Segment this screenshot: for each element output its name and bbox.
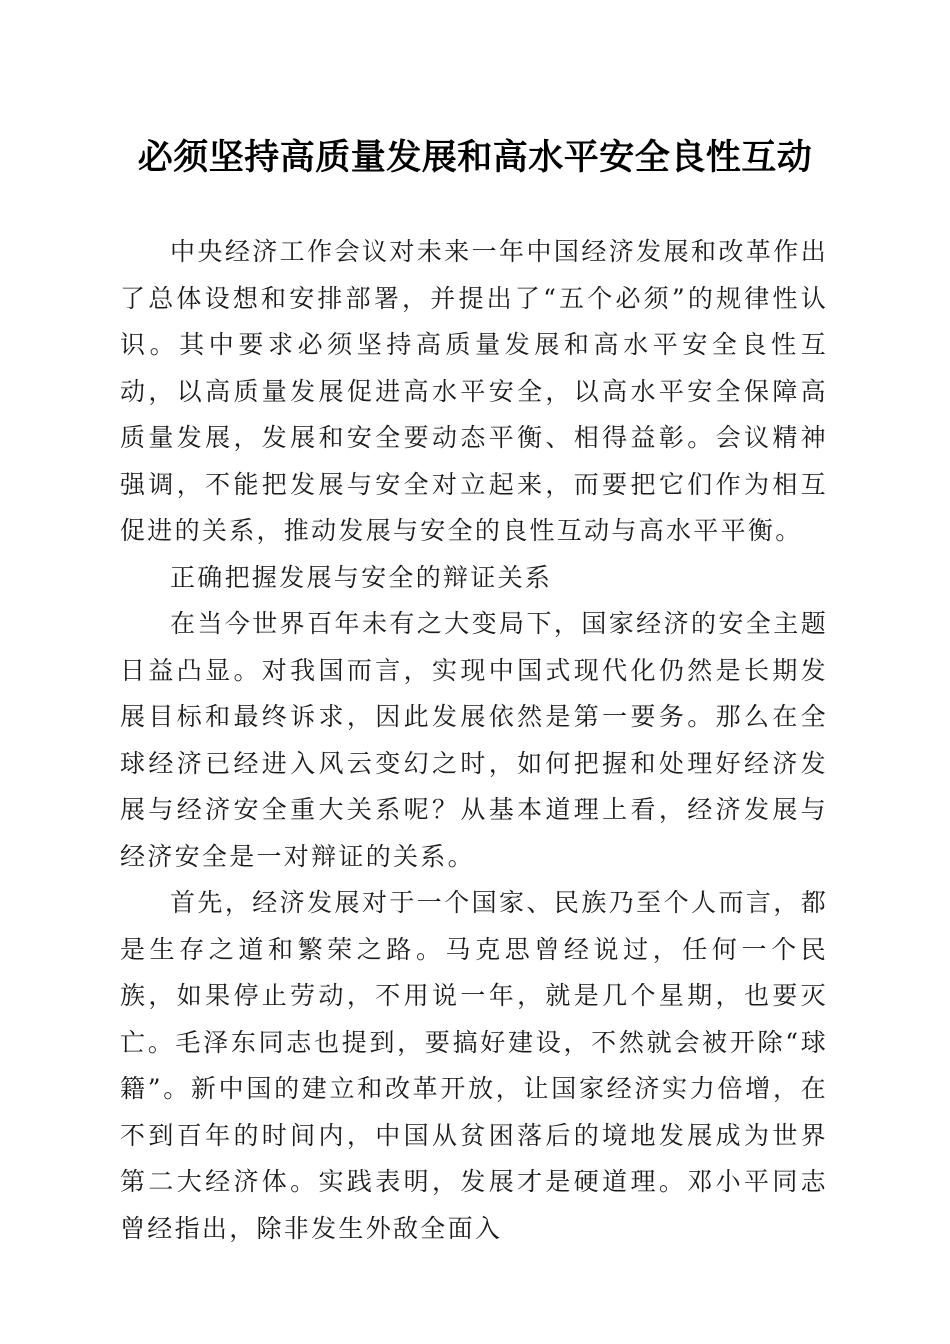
paragraph-first-point: 首先，经济发展对于一个国家、民族乃至个人而言，都是生存之道和繁荣之路。马克思曾经说过，任何一个民族，如果停止劳动，不用说一年，就是几个星期，也要灭亡。毛泽东同志也提到，要搞好建设，不然就会被开除“球籍”。新中国的建立和改革开放，让国家经济实力倍增，在不到百年的时间内，中国从贫困落后的境地发展成为世界第二大经济体。实践表明，发展才是硬道理。邓小平同志曾经指出，除非发生外敌全面入: [120, 888, 828, 1243]
document-body: [120, 229, 828, 1252]
paragraph-context: 在当今世界百年未有之大变局下，国家经济的安全主题日益凸显。对我国而言，实现中国式现代化仍然是长期发展目标和最终诉求，因此发展依然是第一要务。那么在全球经济已经进入风云变幻之时，如何把握和处理好经济发展与经济安全重大关系呢？从基本道理上看，经济发展与经济安全是一对辩证的关系。: [120, 609, 828, 871]
document-title: 必须坚持高质量发展和高水平安全良性互动: [137, 137, 813, 178]
section-heading: 正确把握发展与安全的辩证关系: [170, 562, 553, 592]
paragraph-intro: 中央经济工作会议对未来一年中国经济发展和改革作出了总体设想和安排部署，并提出了“五个必须”的规律性认识。其中要求必须坚持高质量发展和高水平安全良性互动，以高质量发展促进高水平安全，以高水平安全保障高质量发展，发展和安全要动态平衡、相得益彰。会议精神强调，不能把发展与安全对立起来，而要把它们作为相互促进的关系，推动发展与安全的良性互动与高水平平衡。: [120, 237, 828, 545]
